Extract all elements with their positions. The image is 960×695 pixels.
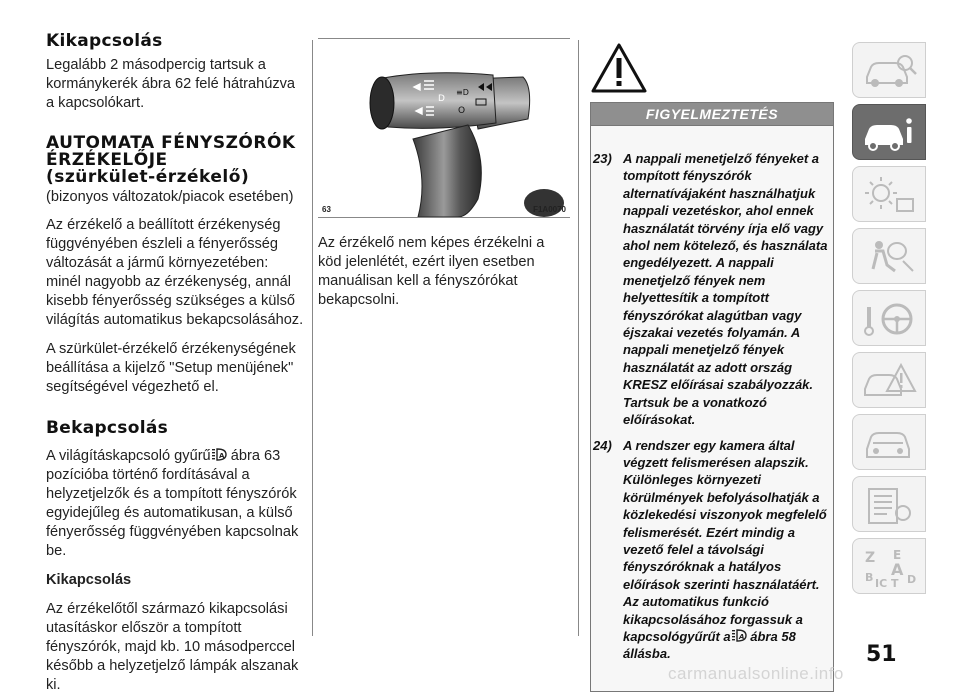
steering-wheel-icon <box>861 297 919 341</box>
tab-airbag[interactable] <box>852 228 926 284</box>
svg-text:≡D: ≡D <box>456 88 469 97</box>
svg-text:IC: IC <box>875 577 888 589</box>
svg-text:B: B <box>865 571 874 584</box>
warning-title: FIGYELMEZTETÉS <box>591 103 833 126</box>
svg-text:D: D <box>438 94 445 104</box>
tab-index[interactable] <box>852 538 926 594</box>
heading-sensor-sub: (bizonyos változatok/piacok esetében) <box>46 189 294 205</box>
chapter-sidebar <box>852 42 926 600</box>
subheading-kikapcsolas: Kikapcsolás <box>46 572 132 588</box>
paragraph-kikapcsolas: Legalább 2 másodpercig tartsuk a kormánykerék ábra 62 felé hátrahúzva a kapcsolókart. <box>46 57 296 111</box>
figure-63 <box>318 38 570 218</box>
watermark: carmanualsonline.info <box>668 664 844 683</box>
svg-text:D: D <box>907 573 917 586</box>
paragraph-sensor-setup: A szürkület-érzékelő érzékenységének beállítása a kijelző "Setup menüjének" segítségével végezhető el. <box>46 341 296 395</box>
auto-light-icon <box>731 629 747 643</box>
tab-service[interactable] <box>852 414 926 470</box>
svg-text:A: A <box>891 560 904 579</box>
index-icon <box>861 545 919 589</box>
svg-text:E: E <box>893 548 902 562</box>
heading-bekapcsolas: Bekapcsolás <box>46 418 169 438</box>
warning-item-24: 24) A rendszer egy kamera által végzett felismerésen alapszik. Különleges környezeti körülmények befolyásolhatják a közlekedési viszonyok megfelelő felismerését. Ezért mindig a vezető felel a távolsági fényszóróknak a hatályos előírások szerinti használatáért. Az automatikus funkció kikapcsolásához forgassuk a kapcsológyűrűt a A ábra 58 állásba. <box>593 437 827 662</box>
column-divider-2 <box>578 40 579 636</box>
warning-item-23: 23) A nappali menetjelző fényeket a tompított fényszórók alternatívájaként használhatjuk nappali vezetéskor, ahol ennek használatát törvény írja elő vagy ahol nem kötelező, és használata engedélyezett. A nappali menetjelző fények nem helyettesítik a tompított fényszórókat alagútban vagy éjszakai vezetés folyamán. A nappali menetjelző fények használatát az adott ország KRESZ előírásai szabályozzák. Tartsuk be a vonatkozó előírásokat. <box>593 151 828 428</box>
left-column <box>46 32 304 695</box>
column-divider <box>312 40 313 636</box>
svg-text:A: A <box>218 452 225 460</box>
warning-triangle-icon <box>590 42 648 94</box>
light-stalk-illustration <box>318 39 570 217</box>
svg-text:T: T <box>891 577 899 589</box>
tab-specifications[interactable] <box>852 476 926 532</box>
car-search-icon <box>861 49 919 93</box>
car-service-icon <box>861 421 919 465</box>
middle-column <box>318 38 570 310</box>
tab-warning-lights[interactable] <box>852 166 926 222</box>
airbag-person-icon <box>861 235 919 279</box>
heading-sensor: AUTOMATA FÉNYSZÓRÓK ÉRZÉKELŐJE (szürkület-érzékelő) <box>46 133 296 187</box>
heading-kikapcsolas: Kikapcsolás <box>46 31 163 51</box>
paragraph-bekapcsolas: A világításkapcsoló gyűrű A ábra 63 pozícióba történő fordításával a helyzetjelzők és a tompított fényszórók egyidejűleg és automatikusan, a külső fényerősség függvényében kapcsolnak be. <box>46 448 299 559</box>
tab-breakdown[interactable] <box>852 352 926 408</box>
svg-text:Z: Z <box>865 550 876 566</box>
auto-light-icon <box>211 448 227 462</box>
svg-text:A: A <box>738 632 745 641</box>
figure-code: F1A0070 <box>533 205 566 214</box>
svg-text:O: O <box>458 106 466 116</box>
paragraph-kikapcsolas-auto: Az érzékelőtől származó kikapcsolási utasításkor először a tompított fényszórók, majd kb. 10 másodperccel később a helyzetjelző lámpák alszanak ki. <box>46 601 299 693</box>
tab-steering[interactable] <box>852 290 926 346</box>
warning-box <box>590 102 834 692</box>
car-breakdown-icon <box>861 359 919 403</box>
tab-car-info[interactable] <box>852 104 926 160</box>
car-info-icon <box>861 111 919 155</box>
page-number: 51 <box>866 642 897 667</box>
paragraph-sensor-description: Az érzékelő a beállított érzékenység függvényében észleli a fényerősség változását a jármű környezetében: minél nagyobb az érzékenység, annál kisebb fényerősség szükséges a külső világítás automatikus bekapcsolásához. <box>46 217 304 328</box>
tab-car-search[interactable] <box>852 42 926 98</box>
paragraph-fog-note: Az érzékelő nem képes érzékelni a köd jelenlétét, ezért ilyen esetben manuálisan kell a fényszórókat bekapcsolni. <box>318 235 545 308</box>
figure-number: 63 <box>322 205 331 214</box>
warning-lights-icon <box>861 173 919 217</box>
specifications-icon <box>861 483 919 527</box>
